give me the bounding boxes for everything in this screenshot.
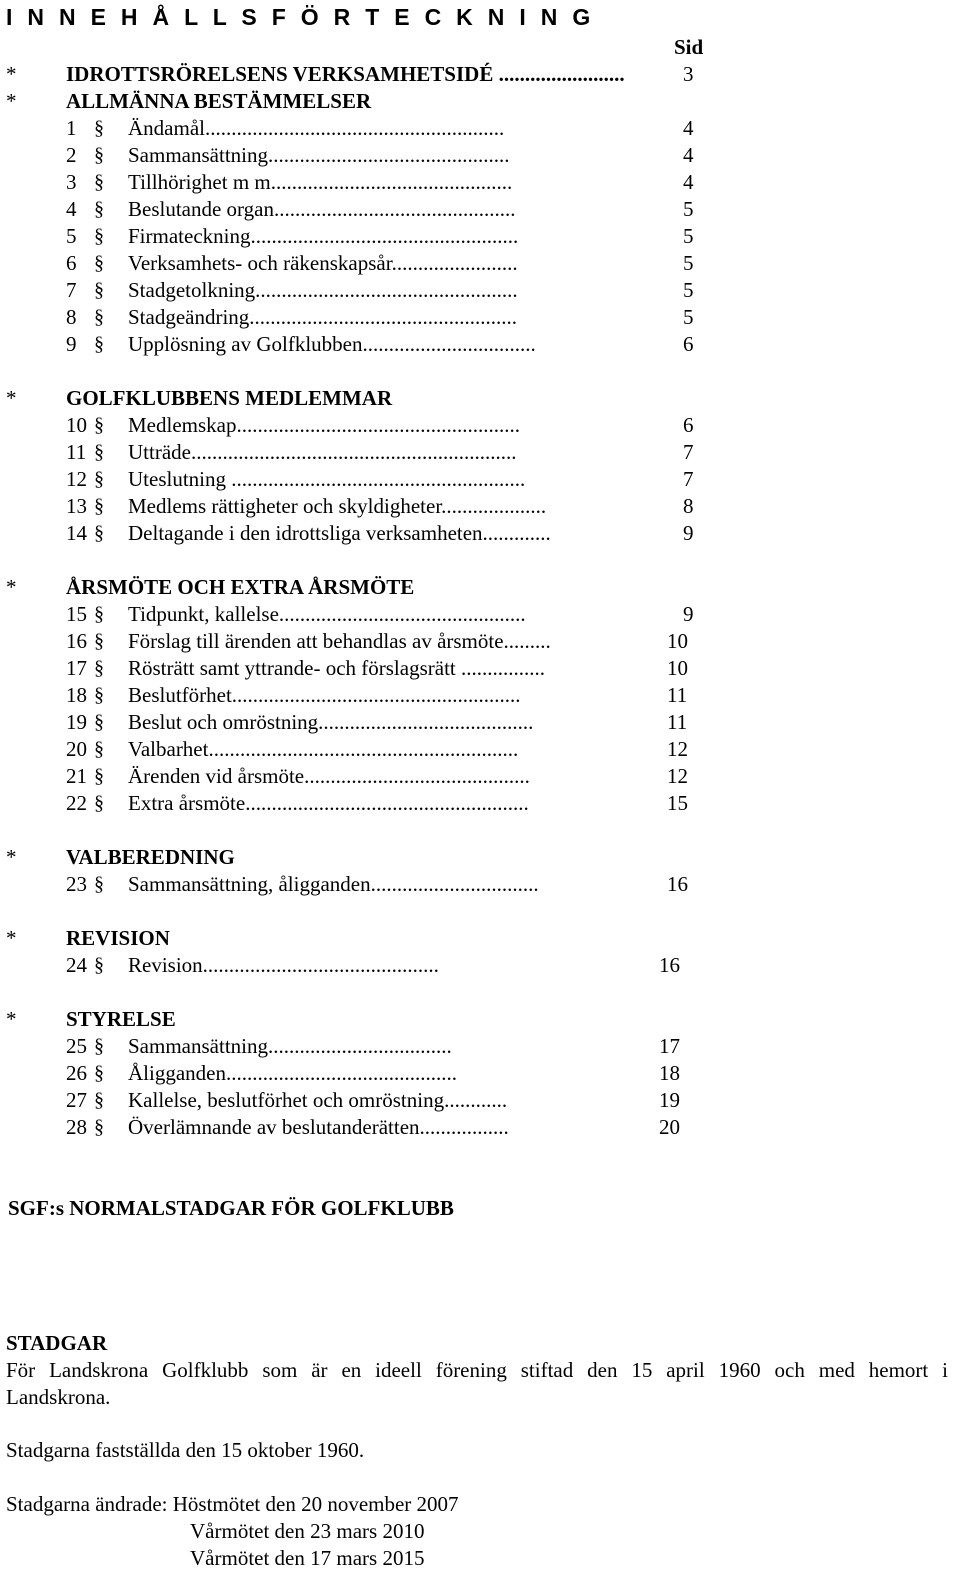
entry-page: 5 <box>683 224 694 248</box>
entry-page: 6 <box>683 332 694 356</box>
entry-number: 19 <box>66 710 87 734</box>
section-bullet: * <box>6 845 17 869</box>
entry-page: 20 <box>659 1115 680 1139</box>
entry-page: 10 <box>667 656 688 680</box>
page-column-header: Sid <box>674 35 704 59</box>
entry-label: Medlemskap...................................................... <box>128 413 520 437</box>
entry-label: Firmateckning................................................... <box>128 224 519 248</box>
paragraph-sign: § <box>94 711 104 733</box>
entry-page: 15 <box>667 791 688 815</box>
paragraph-sign: § <box>94 522 104 544</box>
entry-label: Sammansättning, åligganden................................ <box>128 872 539 896</box>
section-bullet: * <box>6 386 17 410</box>
entry-label: Sammansättning................................... <box>128 1034 452 1058</box>
andrade-text-3: Vårmötet den 17 mars 2015 <box>190 1546 425 1570</box>
entry-label: Uteslutning ........................................................ <box>128 467 526 491</box>
entry-number: 16 <box>66 629 87 653</box>
toc-entry <box>0 223 720 250</box>
paragraph-sign: § <box>94 171 104 193</box>
toc-entry <box>0 412 720 439</box>
page-title: I N N E H Å L L S F Ö R T E C K N I N G <box>6 4 595 30</box>
andrade-text: Stadgarna ändrade: Höstmötet den 20 november 2007 <box>6 1492 459 1516</box>
section-heading: STYRELSE <box>66 1007 176 1031</box>
entry-page: 17 <box>659 1034 680 1058</box>
entry-page: 4 <box>683 143 694 167</box>
entry-page: 19 <box>659 1088 680 1112</box>
entry-label: Stadgeändring................................................... <box>128 305 518 329</box>
entry-page: 9 <box>683 602 694 626</box>
entry-label: Tidpunkt, kallelse............................................... <box>128 602 526 626</box>
entry-page: 16 <box>659 953 680 977</box>
toc-entry <box>0 871 720 898</box>
paragraph-sign: § <box>94 738 104 760</box>
toc-entry <box>0 790 720 817</box>
entry-label: Ändamål......................................................... <box>128 116 505 140</box>
andrade-text-2: Vårmötet den 23 mars 2010 <box>190 1519 425 1543</box>
paragraph-sign: § <box>94 684 104 706</box>
entry-page: 5 <box>683 305 694 329</box>
toc-entry <box>0 601 720 628</box>
entry-label: Upplösning av Golfklubben................................. <box>128 332 536 356</box>
paragraph-sign: § <box>94 873 104 895</box>
entry-page: 5 <box>683 278 694 302</box>
entry-label: Medlems rättigheter och skyldigheter.................... <box>128 494 547 518</box>
toc-entry <box>0 196 720 223</box>
entry-label: Överlämnande av beslutanderätten................. <box>128 1115 509 1139</box>
section-heading: ALLMÄNNA BESTÄMMELSER <box>66 89 372 113</box>
toc-entry <box>0 169 720 196</box>
toc-entry <box>0 682 720 709</box>
entry-label: Extra årsmöte...................................................... <box>128 791 529 815</box>
section-bullet: * <box>6 89 17 113</box>
entry-label: Verksamhets- och räkenskapsår........................ <box>128 251 518 275</box>
toc-entry <box>0 520 720 547</box>
entry-label: Beslut och omröstning......................................... <box>128 710 534 734</box>
section-bullet: * <box>6 1007 17 1031</box>
entry-label: Revision............................................. <box>128 953 439 977</box>
entry-number: 5 <box>66 224 77 248</box>
entry-number: 25 <box>66 1034 87 1058</box>
stadgar-heading: STADGAR <box>6 1331 108 1355</box>
entry-number: 15 <box>66 602 87 626</box>
paragraph-sign: § <box>94 279 104 301</box>
entry-number: 6 <box>66 251 77 275</box>
entry-label: Ärenden vid årsmöte........................................... <box>128 764 530 788</box>
entry-number: 13 <box>66 494 87 518</box>
entry-label: Tillhörighet m m.............................................. <box>128 170 513 194</box>
paragraph-sign: § <box>94 306 104 328</box>
entry-number: 10 <box>66 413 87 437</box>
paragraph-sign: § <box>94 954 104 976</box>
paragraph-sign: § <box>94 414 104 436</box>
toc-entry <box>0 277 720 304</box>
entry-number: 28 <box>66 1115 87 1139</box>
entry-label: Valbarhet........................................................... <box>128 737 519 761</box>
entry-page: 5 <box>683 197 694 221</box>
toc-entry <box>0 250 720 277</box>
paragraph-sign: § <box>94 468 104 490</box>
paragraph-sign: § <box>94 333 104 355</box>
toc-entry <box>0 1060 720 1087</box>
entry-number: 7 <box>66 278 77 302</box>
section-bullet: * <box>6 926 17 950</box>
toc-entry <box>0 952 720 979</box>
paragraph-sign: § <box>94 441 104 463</box>
entry-page: 10 <box>667 629 688 653</box>
toc-entry <box>0 493 720 520</box>
paragraph-sign: § <box>94 1035 104 1057</box>
entry-number: 9 <box>66 332 77 356</box>
toc-entry <box>0 439 720 466</box>
toc-entry <box>0 628 720 655</box>
entry-page: 8 <box>683 494 694 518</box>
entry-number: 14 <box>66 521 87 545</box>
paragraph-sign: § <box>94 1116 104 1138</box>
toc-entry <box>0 331 720 358</box>
paragraph-sign: § <box>94 144 104 166</box>
entry-page: 7 <box>683 467 694 491</box>
paragraph-sign: § <box>94 117 104 139</box>
section-page: 3 <box>683 62 694 86</box>
entry-label: Kallelse, beslutförhet och omröstning............ <box>128 1088 508 1112</box>
section-heading: GOLFKLUBBENS MEDLEMMAR <box>66 386 393 410</box>
entry-page: 4 <box>683 116 694 140</box>
entry-page: 11 <box>667 683 688 707</box>
paragraph-sign: § <box>94 495 104 517</box>
paragraph-sign: § <box>94 225 104 247</box>
entry-label: Stadgetolkning.................................................. <box>128 278 518 302</box>
entry-number: 1 <box>66 116 77 140</box>
entry-label: Förslag till ärenden att behandlas av årsmöte......... <box>128 629 551 653</box>
entry-label: Beslutförhet....................................................... <box>128 683 521 707</box>
toc-entry <box>0 142 720 169</box>
entry-label: Utträde.............................................................. <box>128 440 517 464</box>
section-heading: ÅRSMÖTE OCH EXTRA ÅRSMÖTE <box>66 575 415 599</box>
toc-entry <box>0 115 720 142</box>
paragraph-sign: § <box>94 630 104 652</box>
entry-label: Beslutande organ.............................................. <box>128 197 516 221</box>
entry-label: Deltagande i den idrottsliga verksamheten............. <box>128 521 551 545</box>
toc-entry <box>0 1033 720 1060</box>
entry-page: 4 <box>683 170 694 194</box>
entry-page: 5 <box>683 251 694 275</box>
entry-page: 7 <box>683 440 694 464</box>
entry-page: 18 <box>659 1061 680 1085</box>
section-heading: REVISION <box>66 926 170 950</box>
section-bullet: * <box>6 62 17 86</box>
paragraph-sign: § <box>94 603 104 625</box>
entry-number: 8 <box>66 305 77 329</box>
entry-number: 2 <box>66 143 77 167</box>
paragraph-sign: § <box>94 657 104 679</box>
toc-entry <box>0 1087 720 1114</box>
entry-label: Rösträtt samt yttrande- och förslagsrätt ................ <box>128 656 545 680</box>
entry-number: 4 <box>66 197 77 221</box>
entry-number: 23 <box>66 872 87 896</box>
toc-entry <box>0 1114 720 1141</box>
entry-number: 17 <box>66 656 87 680</box>
entry-number: 18 <box>66 683 87 707</box>
entry-page: 11 <box>667 710 688 734</box>
section-heading: VALBEREDNING <box>66 845 235 869</box>
entry-number: 11 <box>66 440 87 464</box>
entry-page: 6 <box>683 413 694 437</box>
toc-entry <box>0 763 720 790</box>
sgf-heading: SGF:s NORMALSTADGAR FÖR GOLFKLUBB <box>8 1196 454 1220</box>
toc-entry <box>0 304 720 331</box>
entry-number: 22 <box>66 791 87 815</box>
paragraph-sign: § <box>94 765 104 787</box>
entry-number: 3 <box>66 170 77 194</box>
entry-number: 24 <box>66 953 87 977</box>
entry-page: 16 <box>667 872 688 896</box>
paragraph-sign: § <box>94 792 104 814</box>
entry-number: 26 <box>66 1061 87 1085</box>
toc-entry <box>0 736 720 763</box>
entry-number: 20 <box>66 737 87 761</box>
stadgar-text-line2: Landskrona. <box>6 1385 111 1409</box>
entry-number: 12 <box>66 467 87 491</box>
paragraph-sign: § <box>94 1062 104 1084</box>
paragraph-sign: § <box>94 198 104 220</box>
stadgar-text-line1: För Landskrona Golfklubb som är en ideell förening stiftad den 15 april 1960 och med hemort i <box>6 1358 948 1382</box>
entry-page: 9 <box>683 521 694 545</box>
section-bullet: * <box>6 575 17 599</box>
toc-entry <box>0 709 720 736</box>
entry-number: 21 <box>66 764 87 788</box>
entry-label: Åligganden............................................ <box>128 1061 457 1085</box>
toc-entry <box>0 655 720 682</box>
entry-page: 12 <box>667 764 688 788</box>
fastst-text: Stadgarna fastställda den 15 oktober 1960. <box>6 1438 365 1462</box>
section-heading: IDROTTSRÖRELSENS VERKSAMHETSIDÉ ........................ <box>66 62 625 86</box>
toc-entry <box>0 466 720 493</box>
entry-number: 27 <box>66 1088 87 1112</box>
entry-page: 12 <box>667 737 688 761</box>
entry-label: Sammansättning.............................................. <box>128 143 510 167</box>
paragraph-sign: § <box>94 252 104 274</box>
paragraph-sign: § <box>94 1089 104 1111</box>
